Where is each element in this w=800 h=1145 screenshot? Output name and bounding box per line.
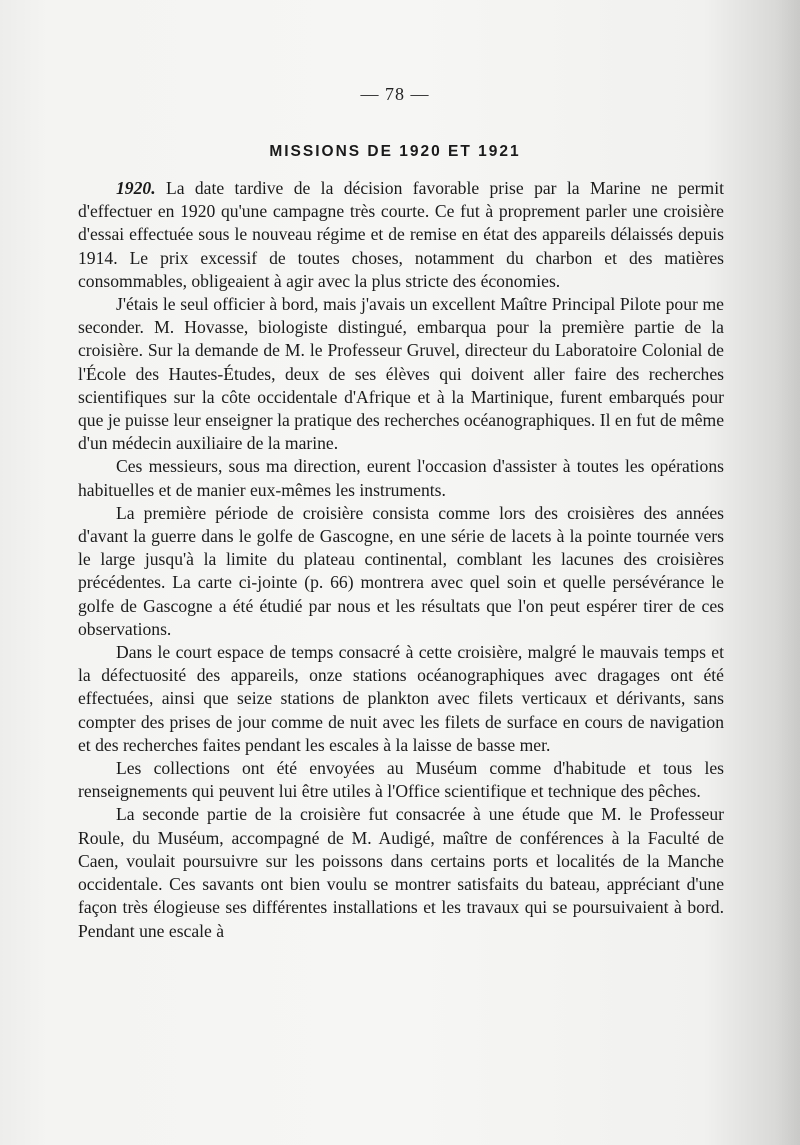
section-heading: MISSIONS DE 1920 ET 1921 [269,143,521,160]
paragraph-1 [78,177,724,293]
paragraph-4: La première période de croisière consista comme lors des croisières des années d'avant la guerre dans le golfe de Gascogne, en une série de lacets à la pointe tournée vers le large jusqu'à la limite du plateau continental, comblant les lacunes des croisières précédentes. La carte ci-jointe (p. 66) montrera avec quel soin et quelle persévérance le golfe de Gascogne a été étudié par nous et les résultats que l'on peut espérer tirer de ces observations. [78,502,724,639]
paragraph-6: Les collections ont été envoyées au Muséum comme d'habitude et tous les renseignements qui peuvent lui être utiles à l'Office scientifique et technique des pêches. [78,758,724,802]
body-text [78,177,724,943]
paragraph-3: Ces messieurs, sous ma direction, eurent l'occasion d'assister à toutes les opérations habituelles et de manier eux-mêmes les instruments. [78,456,724,500]
paragraph-1-text: La date tardive de la décision favorable prise par la Marine ne permit d'effectuer en 1920 qu'une campagne très courte. Ce fut à proprement parler une croisière d'essai effectuée sous le nouveau régime et de remise en état des appareils délaissés depuis 1914. Le prix excessif de toutes choses, notamment du charbon et des matières consommables, obligeaient à agir avec la plus stricte des économies. [78,178,724,291]
paragraph-2: J'étais le seul officier à bord, mais j'avais un excellent Maître Principal Pilote pour me seconder. M. Hovasse, biologiste distingué, embarqua pour la première partie de la croisière. Sur la demande de M. le Professeur Gruvel, directeur du Laboratoire Colonial de l'École des Hautes-Études, deux de ses élèves qui doivent aller faire des recherches scientifiques sur la côte occidentale d'Afrique et à la Martinique, furent embarqués pour que je puisse leur enseigner la pratique des recherches océanographiques. Il en fut de même d'un médecin auxiliaire de la marine. [78,294,724,454]
page-number: — 78 — [360,84,430,104]
paragraph-7: La seconde partie de la croisière fut consacrée à une étude que M. le Professeur Roule, du Muséum, accompagné de M. Audigé, maître de conférences à la Faculté de Caen, voulait poursuivre sur les poissons dans certains ports et localités de la Manche occidentale. Ces savants ont bien voulu se montrer satisfaits du bateau, appréciant d'une façon très élogieuse ses différentes installations et les travaux qui se poursuivaient à bord. Pendant une escale à [78,804,724,941]
year-label: 1920. [116,178,156,198]
paragraph-5: Dans le court espace de temps consacré à cette croisière, malgré le mauvais temps et la défectuosité des appareils, onze stations océanographiques avec dragages ont été effectuées, ainsi que seize stations de plankton avec filets verticaux et dérivants, sans compter des prises de jour comme de nuit avec les filets de surface en cours de navigation et des recherches faites pendant les escales à la laisse de basse mer. [78,642,724,755]
